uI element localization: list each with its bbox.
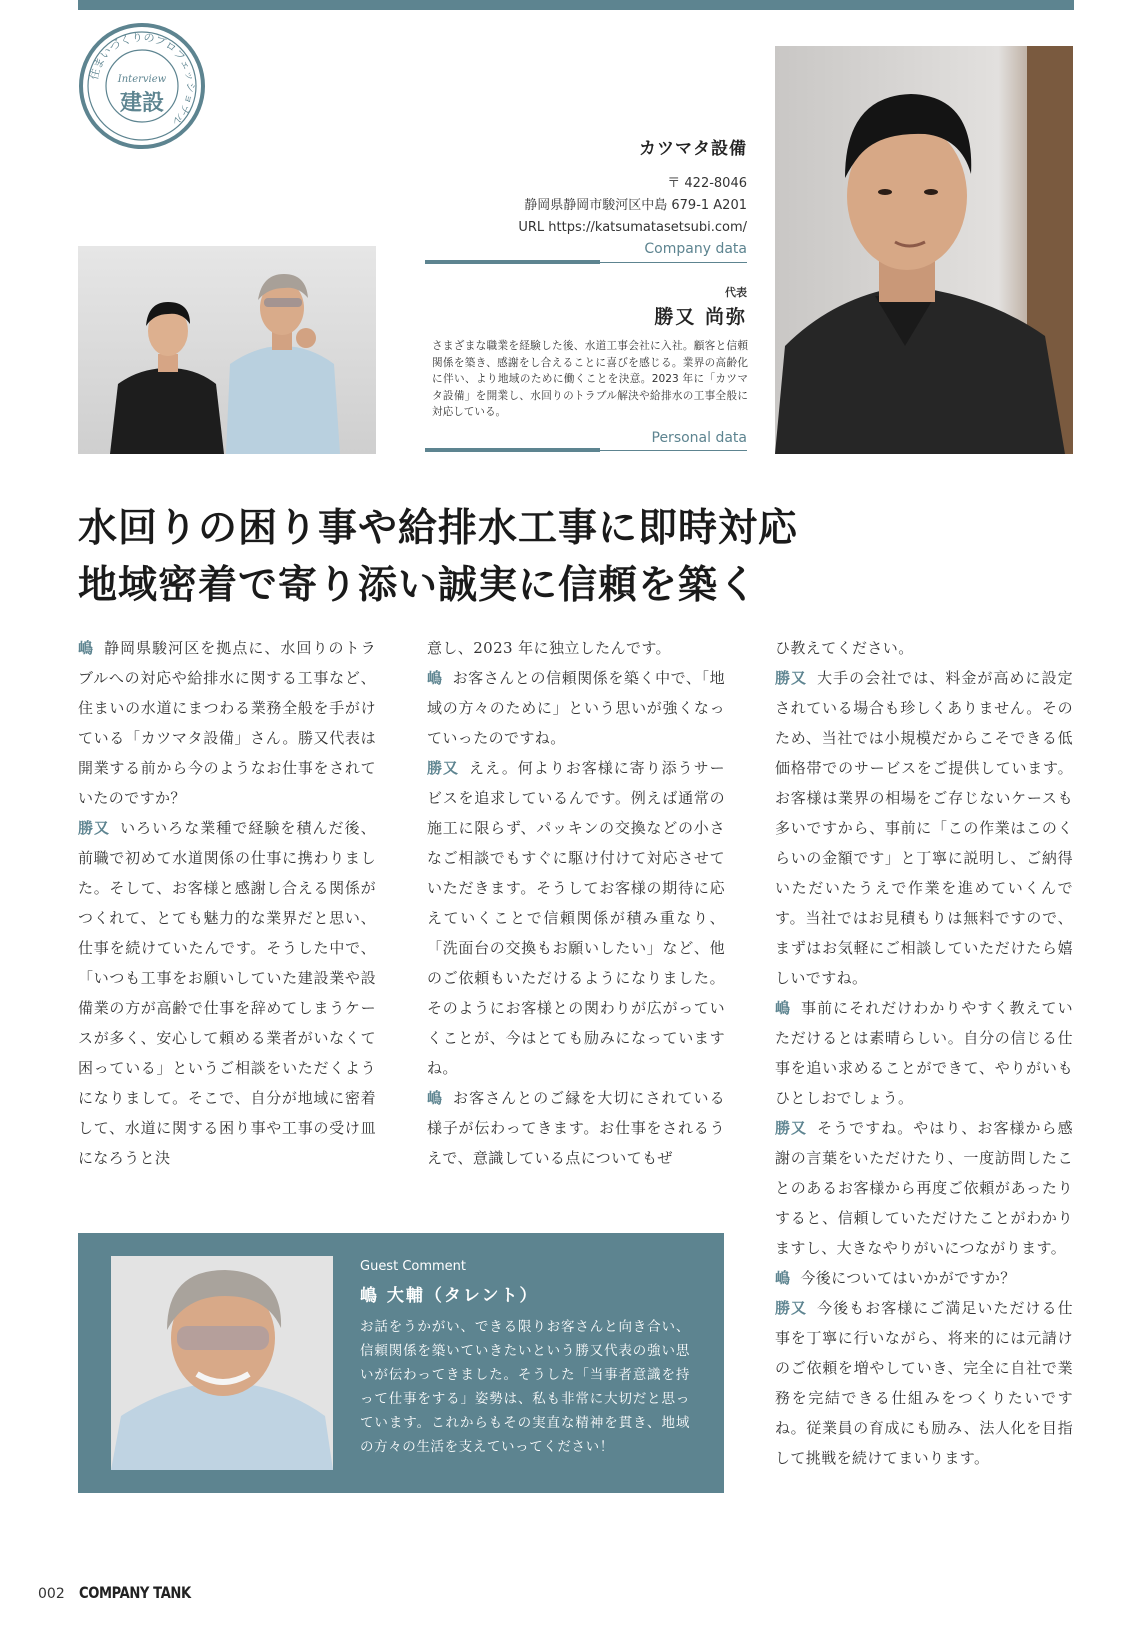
paragraph [78, 813, 376, 1173]
paragraph [775, 993, 1073, 1113]
interview-badge [78, 22, 206, 150]
paragraph-text: お客さんとの信頼関係を築く中で、「地域の方々のために」という思いが強くなっていったのですね。 [427, 669, 725, 747]
paragraph-text: 大手の会社では、料金が高めに設定されている場合も珍しくありません。そのため、当社では小規模だからこそできる低価格帯でのサービスをご提供しています。お客様は業界の相場をご存じないケースも多いですから、事前に「この作業はこのくらいの金額です」と丁寧に説明し、ご納得いただいたうえで作業を進めていくんです。当社ではお見積もりは無料ですので、まずはお気軽にご相談していただけたら嬉しいですね。 [775, 669, 1073, 987]
paragraph [427, 1083, 725, 1173]
company-address: 静岡県静岡市駿河区中島 679-1 A201 [524, 198, 747, 213]
headline-line-1: 水回りの困り事や給排水工事に即時対応 [78, 505, 799, 551]
paragraph [427, 753, 725, 1083]
paragraph-text: 事前にそれだけわかりやすく教えていただけるとは素晴らしい。自分の信じる仕事を追い求めることができて、やりがいもひとしおでしょう。 [775, 999, 1073, 1107]
speaker: 嶋 [427, 669, 443, 687]
company-url[interactable]: URL https://katsumatasetsubi.com/ [518, 220, 747, 235]
person-bio: さまざまな職業を経験した後、水道工事会社に入社。顧客と信頼関係を築き、感謝をし合えることに喜びを感じる。業界の高齢化に伴い、より地域のために働くことを決意。2023 年に「カツマタ設備」を開業し、水回りのトラブル解決や給排水の工事全般に対応している。 [432, 340, 748, 418]
person-info [425, 284, 747, 329]
guest-comment-box [78, 1233, 724, 1493]
paragraph [775, 1293, 1073, 1473]
headline-line-2: 地域密着で寄り添い誠実に信頼を築く [78, 562, 759, 608]
guest-name: 嶋 大輔（タレント） [360, 1286, 539, 1306]
paragraph-text: いろいろな業種で経験を積んだ後、前職で初めて水道関係の仕事に携わりました。そして、お客様と感謝し合える関係がつくれて、とても魅力的な業界だと思い、仕事を続けていたんです。そうした中で、「いつも工事をお願いしていた建設業や設備業の方が高齢で仕事を辞めてしまうケースが多く、安心して頼める業者がいなくて困っている」というご相談をいただくようになりまして。そこで、自分が地域に密着して、水道に関する困り事や工事の受け皿になろうと決 [78, 819, 376, 1167]
badge-arc-text: 住まいづくりのプロフェッショナル [87, 30, 198, 128]
person-role: 代表 [725, 286, 747, 299]
guest-comment-text: お話をうかがい、できる限りお客さんと向き合い、信頼関係を築いていきたいという勝又代表の強い思いが伝わってきました。そうした「当事者意識を持って仕事をする」姿勢は、私も非常に大切だと思っています。これからもその実直な精神を貫き、地域の方々の生活を支えていってください！ [360, 1319, 690, 1455]
personal-data-label: Personal data [651, 430, 747, 446]
article-column-1 [78, 633, 376, 1173]
paragraph [775, 1113, 1073, 1263]
speaker: 勝又 [78, 819, 111, 837]
speaker: 勝又 [775, 1119, 808, 1137]
speaker: 嶋 [78, 639, 95, 657]
photo-guest [111, 1256, 333, 1470]
headline [78, 500, 1068, 614]
photo-representative [775, 46, 1073, 454]
personal-data-rule [425, 448, 747, 452]
speaker: 嶋 [775, 999, 792, 1017]
paragraph [427, 633, 725, 663]
speaker: 勝又 [775, 669, 808, 687]
speaker: 嶋 [775, 1269, 791, 1287]
paragraph [775, 633, 1073, 663]
paragraph [427, 663, 725, 753]
magazine-logo: COMPANY TANK [79, 1583, 191, 1602]
company-data-rule [425, 260, 747, 264]
paragraph-text: 今後もお客様にご満足いただける仕事を丁寧に行いながら、将来的には元請けのご依頼を増やしていき、完全に自社で業務を完結できる仕組みをつくりたいですね。従業員の育成にも励み、法人化を目指して挑戦を続けてまいります。 [775, 1299, 1073, 1467]
paragraph-text: そうですね。やはり、お客様から感謝の言葉をいただけたり、一度訪問したことのあるお客様から再度ご依頼があったりすると、信頼していただけたことがわかりますし、大きなやりがいにつながります。 [775, 1119, 1073, 1257]
paragraph-text: ええ。何よりお客様に寄り添うサービスを追求しているんです。例えば通常の施工に限らず、パッキンの交換などの小さなご相談でもすぐに駆け付けて対応させていただきます。そうしてお客様の期待に応えていくことで信頼関係が積み重なり、「洗面台の交換もお願いしたい」など、他のご依頼もいただけるようになりました。そのようにお客様との関わりが広がっていくことが、今はとても励みになっていますね。 [427, 759, 725, 1077]
speaker: 勝又 [427, 759, 459, 777]
company-name: カツマタ設備 [639, 139, 747, 159]
badge-interview: Interview [117, 74, 167, 85]
paragraph-text: 意し、2023 年に独立したんです。 [427, 639, 671, 657]
company-data-label: Company data [644, 241, 747, 257]
speaker: 嶋 [427, 1089, 444, 1107]
article-column-3 [775, 633, 1073, 1473]
article-column-2 [427, 633, 725, 1173]
top-accent-bar [78, 0, 1074, 10]
paragraph-text: ひ教えてください。 [775, 639, 914, 657]
speaker: 勝又 [775, 1299, 808, 1317]
paragraph [775, 1263, 1073, 1293]
badge-category: 建設 [119, 90, 165, 116]
paragraph-text: お客さんとのご縁を大切にされている様子が伝わってきます。お仕事をされるうえで、意識している点についてもぜ [427, 1089, 725, 1167]
paragraph [78, 633, 376, 813]
paragraph [775, 663, 1073, 993]
company-info [425, 130, 747, 239]
page-number: 002 [38, 1586, 65, 1602]
photo-two-men [78, 246, 376, 454]
person-name: 勝又 尚弥 [654, 306, 747, 328]
paragraph-text: 静岡県駿河区を拠点に、水回りのトラブルへの対応や給排水に関する工事など、住まいの水道にまつわる業務全般を手がけている「カツマタ設備」さん。勝又代表は開業する前から今のようなお仕事をされていたのですか？ [78, 639, 376, 807]
guest-comment-label: Guest Comment [360, 1259, 467, 1274]
company-postal: 〒 422-8046 [667, 176, 747, 191]
paragraph-text: 今後についてはいかがですか？ [800, 1269, 1016, 1287]
